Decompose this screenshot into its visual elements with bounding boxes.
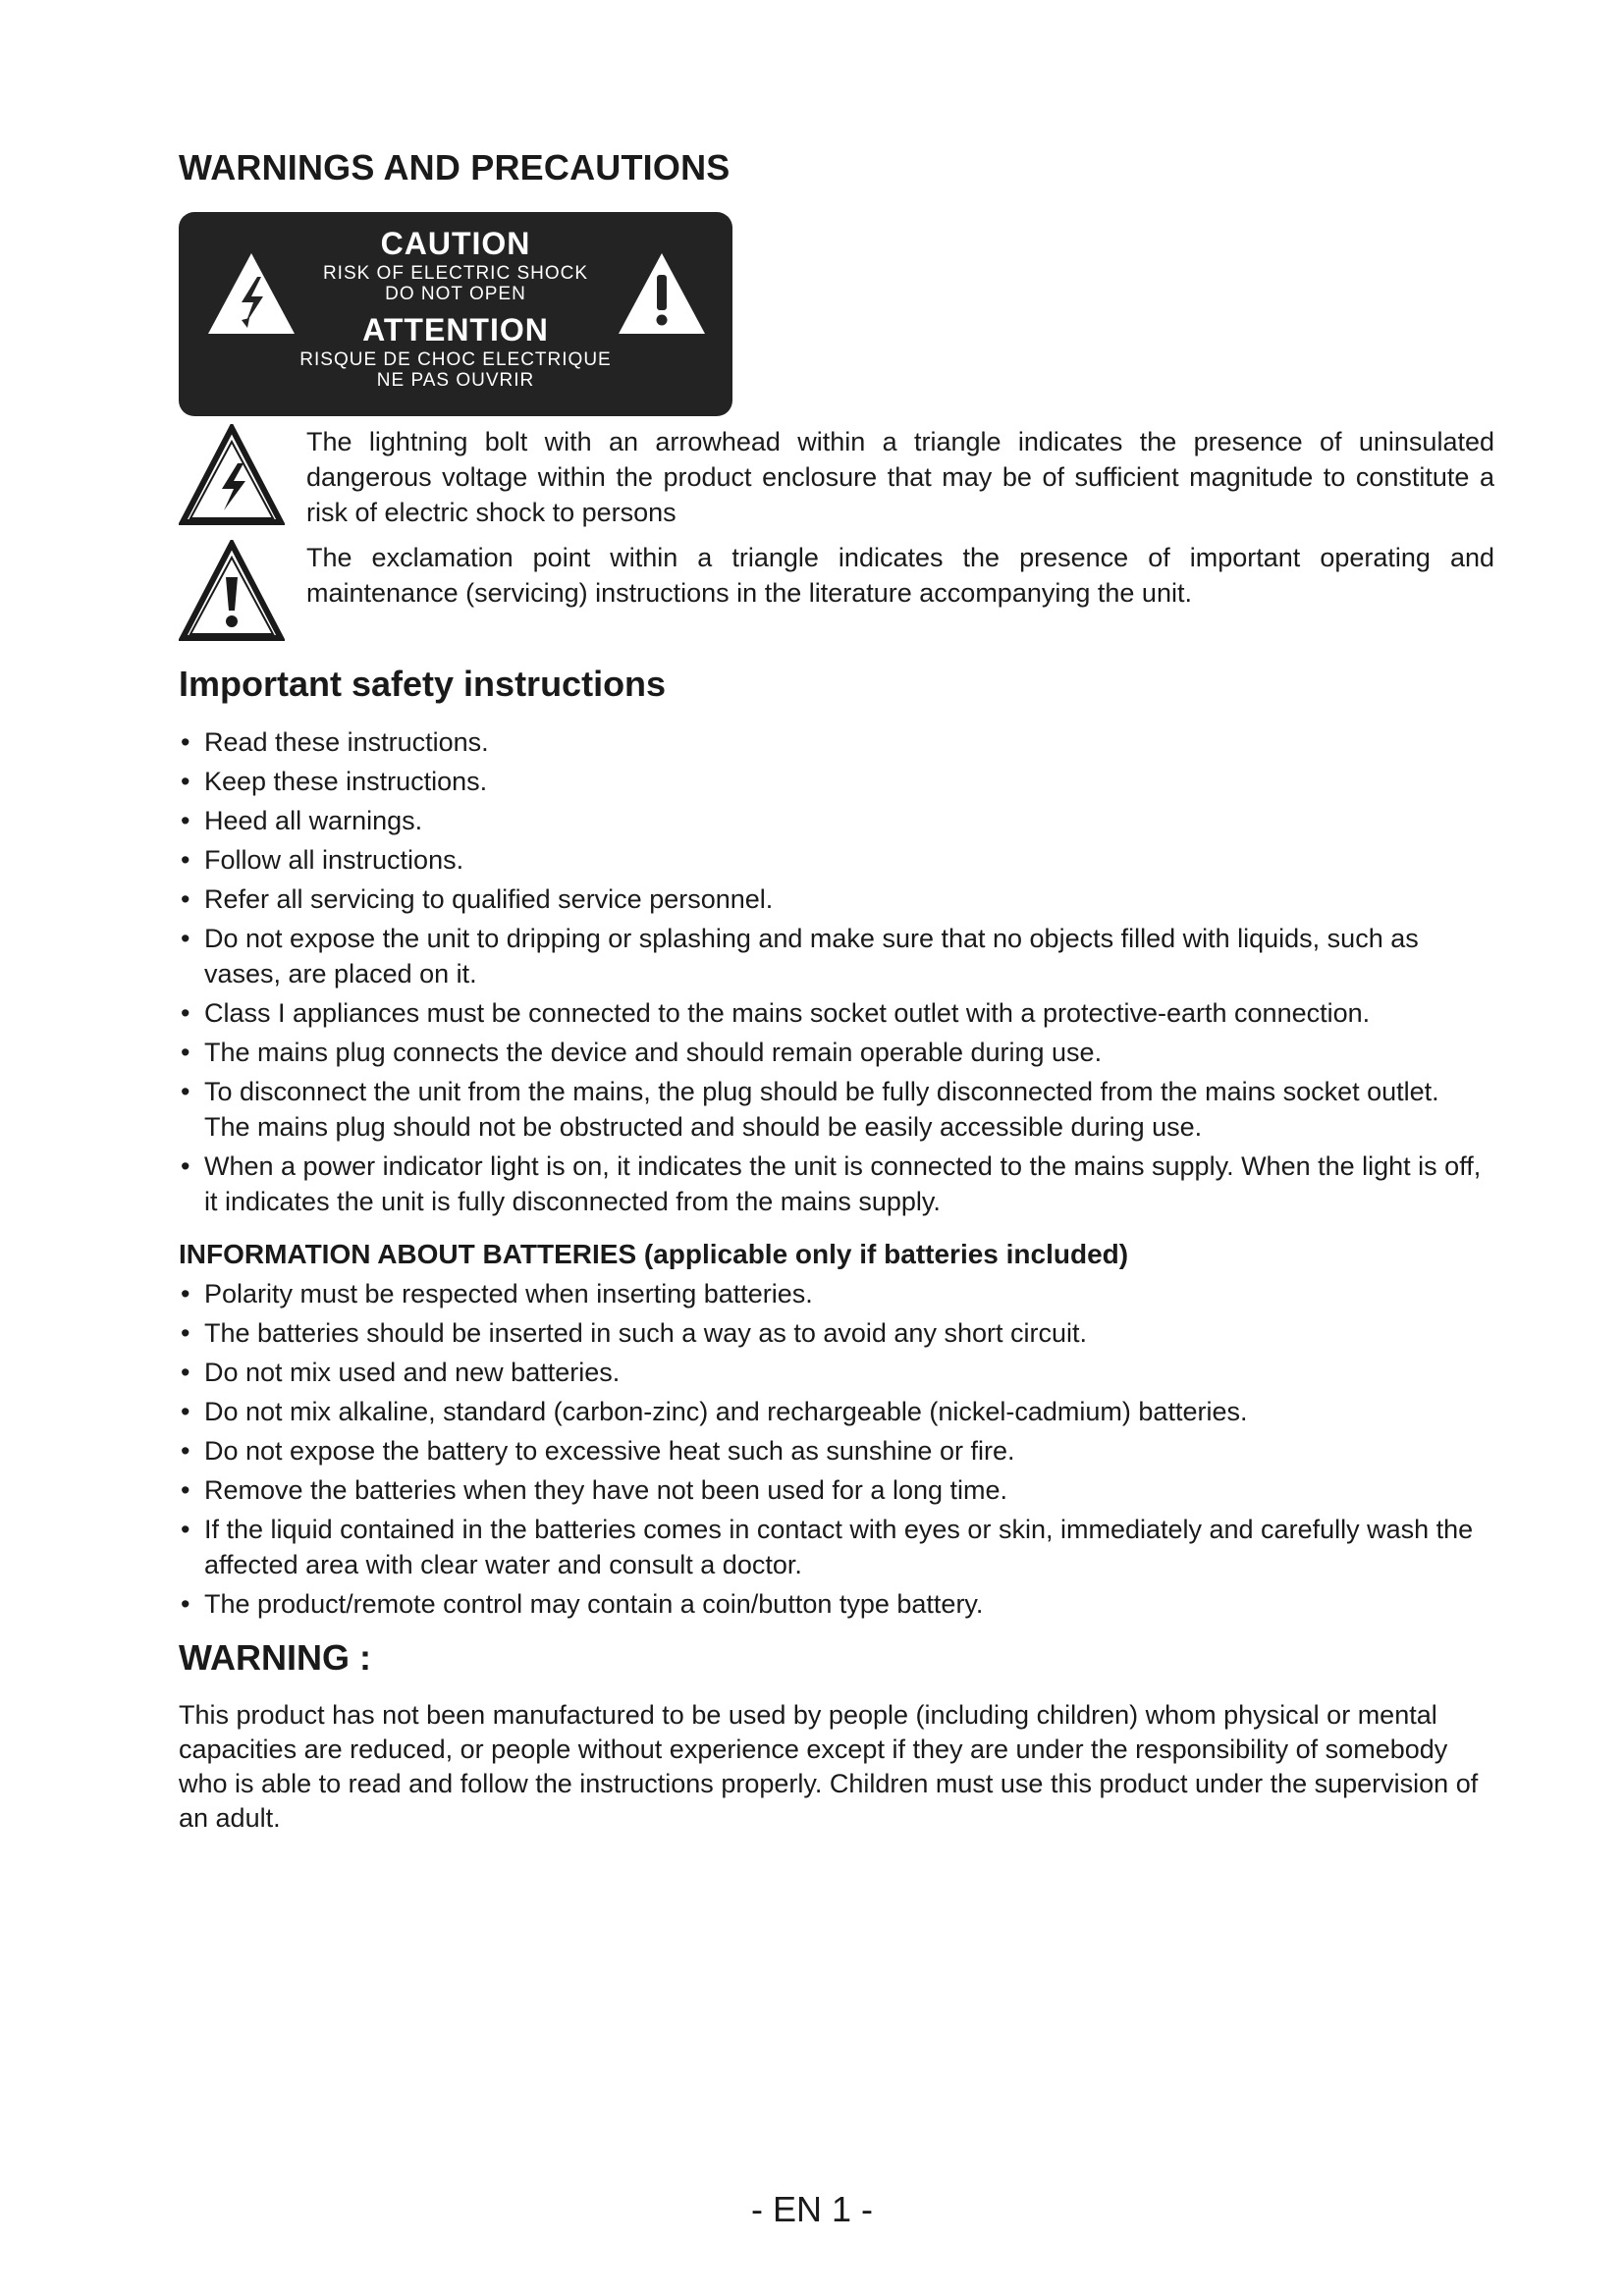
lightning-symbol-explanation — [179, 424, 1494, 530]
safety-title: Important safety instructions — [179, 664, 667, 704]
list-item: • Do not expose the battery to excessive heat such as sunshine or fire. — [179, 1433, 1489, 1468]
list-item: • Follow all instructions. — [179, 842, 1489, 878]
caution-heading-en: CAUTION — [380, 226, 531, 261]
warning-title: WARNING : — [179, 1637, 371, 1678]
exclamation-explanation-text: The exclamation point within a triangle indicates the presence of important operating and maintenance (servicing) instructions in the literature accompanying the unit. — [306, 543, 1494, 608]
list-item: • Read these instructions. — [179, 724, 1489, 760]
batteries-list — [179, 1276, 1489, 1626]
caution-line-2-en: DO NOT OPEN — [385, 284, 526, 304]
lightning-explanation-text: The lightning bolt with an arrowhead within a triangle indicates the presence of uninsulated dangerous voltage within the product enclosure that may be of sufficient magnitude to constitute a risk of electric shock to persons — [306, 427, 1494, 527]
caution-line-2-fr: NE PAS OUVRIR — [376, 370, 535, 391]
list-item: • Heed all warnings. — [179, 803, 1489, 838]
list-item: • Do not mix alkaline, standard (carbon-zinc) and rechargeable (nickel-cadmium) batteries. — [179, 1394, 1489, 1429]
lightning-triangle-icon — [179, 424, 285, 526]
list-item: • Do not mix used and new batteries. — [179, 1355, 1489, 1390]
batteries-title: INFORMATION ABOUT BATTERIES (applicable only if batteries included) — [179, 1239, 1129, 1269]
exclamation-triangle-icon — [179, 540, 285, 642]
caution-line-1-en: RISK OF ELECTRIC SHOCK — [322, 263, 589, 284]
caution-line-1-fr: RISQUE DE CHOC ELECTRIQUE — [299, 349, 612, 370]
electric-shock-warning-icon — [206, 251, 297, 336]
caution-text-block — [287, 224, 624, 391]
list-item: • Do not expose the unit to dripping or splashing and make sure that no objects filled with liquids, such as vases, are placed on it. — [179, 921, 1489, 991]
list-item: • The batteries should be inserted in such a way as to avoid any short circuit. — [179, 1315, 1489, 1351]
list-item: • To disconnect the unit from the mains, the plug should be fully disconnected from the mains socket outlet. The mains plug should not be obstructed and should be easily accessible during use. — [179, 1074, 1489, 1145]
page-number: - EN 1 - — [750, 2189, 873, 2229]
list-item: • Keep these instructions. — [179, 764, 1489, 799]
list-item: • Remove the batteries when they have not been used for a long time. — [179, 1472, 1489, 1508]
list-item: • The product/remote control may contain a coin/button type battery. — [179, 1586, 1489, 1622]
caution-heading-fr: ATTENTION — [362, 312, 549, 347]
list-item: • When a power indicator light is on, it indicates the unit is connected to the mains supply. When the light is off, it indicates the unit is fully disconnected from the mains supply. — [179, 1148, 1489, 1219]
list-item: • Polarity must be respected when inserting batteries. — [179, 1276, 1489, 1311]
exclamation-symbol-explanation — [179, 540, 1494, 611]
caution-label — [179, 212, 732, 416]
list-item: • If the liquid contained in the batteries comes in contact with eyes or skin, immediately and carefully wash the affected area with clear water and consult a doctor. — [179, 1512, 1489, 1582]
list-item: • Class I appliances must be connected to the mains socket outlet with a protective-earth connection. — [179, 995, 1489, 1031]
exclamation-warning-icon — [617, 251, 707, 336]
safety-list — [179, 724, 1489, 1223]
list-item: • Refer all servicing to qualified service personnel. — [179, 881, 1489, 917]
warning-body: This product has not been manufactured to be used by people (including children) whom physical or mental capacities are reduced, or people without experience except if they are under the responsibility of somebody who is able to read and follow the instructions properly. Children must use this product under the supervision of an adult. — [179, 1700, 1479, 1833]
page-title: WARNINGS AND PRECAUTIONS — [179, 147, 731, 187]
list-item: • The mains plug connects the device and should remain operable during use. — [179, 1035, 1489, 1070]
